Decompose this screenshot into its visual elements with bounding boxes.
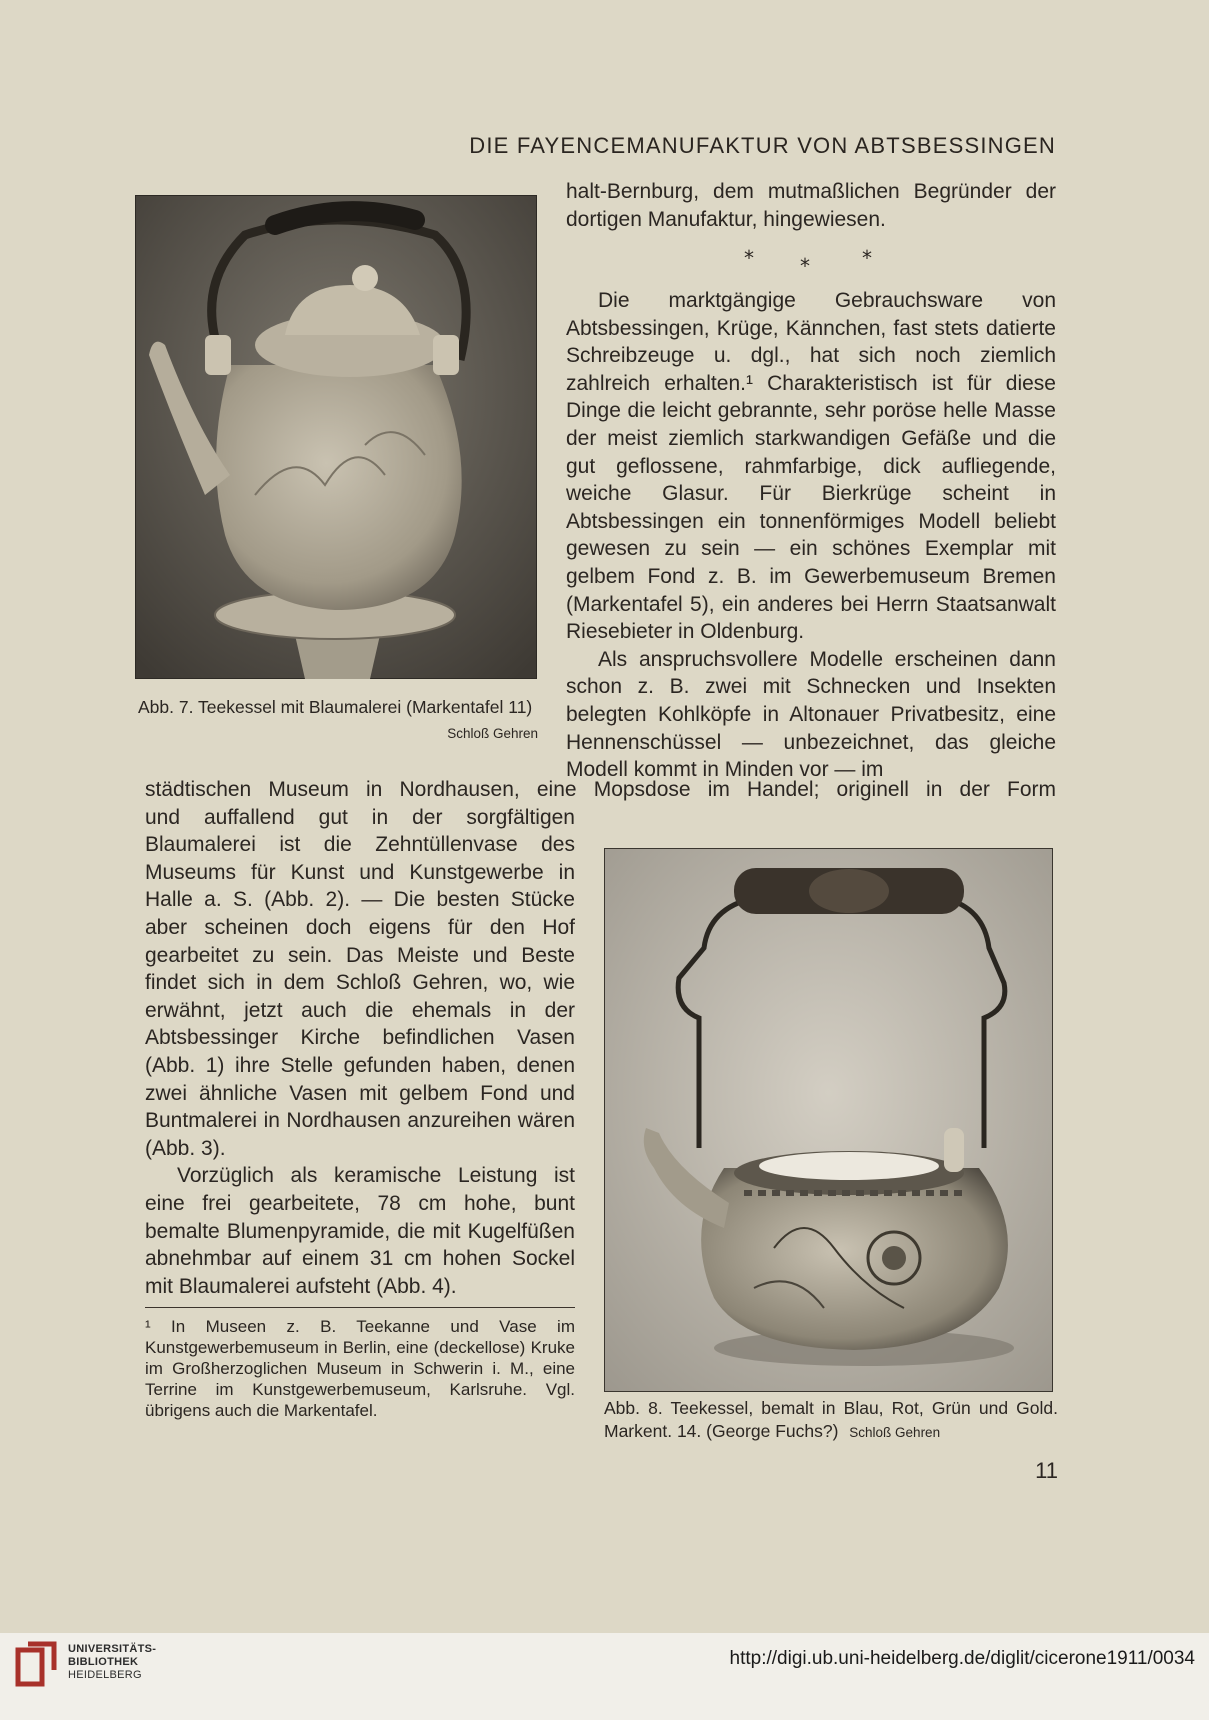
paragraph-gebrauchsware: Die marktgängige Gebrauchsware von Abtsbessingen, Krüge, Kännchen, fast stets datierte Schreibzeuge u. dgl., hat sich noch ziemlich zahlreich erhalten.¹ Charakteristisch ist für diese Dinge die leicht gebrannte, sehr poröse helle Masse der meist ziemlich starkwandigen Gefäße und die gut geflossene, rahmfarbige, dick aufliegende, weiche Glasur. Für Bierkrüge scheint in Abtsbessingen ein tonnenförmiges Modell beliebt gewesen zu sein — ein schönes Exemplar mit gelbem Fond z. B. im Gewerbemuseum Bremen (Markentafel 5), ein anderes bei Herrn Staatsanwalt Riesebieter in Oldenburg. (566, 289, 1056, 644)
library-name-line-3: HEIDELBERG (68, 1669, 142, 1681)
separator-star-1: * (744, 246, 754, 270)
figure-8-photo (604, 848, 1053, 1392)
figure-7-caption (138, 696, 538, 719)
figure-8-caption-text: Abb. 8. Teekessel, bemalt in Blau, Rot, Grün und Gold. Markent. 14. (George Fuchs?) (604, 1398, 1058, 1441)
right-column-main-text (566, 287, 1056, 784)
library-name-line-2: BIBLIOTHEK (68, 1656, 139, 1668)
footnote-rule (145, 1307, 575, 1308)
section-separator (740, 244, 880, 278)
separator-star-3: * (862, 246, 872, 270)
paragraph-continuation: halt-Bernburg, dem mutmaßlichen Begründer der dortigen Manufaktur, hingewiesen. (566, 180, 1056, 231)
paragraph-zehntuellenvase: und auffallend gut in der sorgfältigen Blaumalerei ist die Zehntüllenvase des Museums für Kunst und Kunstgewerbe in Halle a. S. (Abb. 2). — Die besten Stücke aber scheinen doch eigens für den Hof gearbeitet zu sein. Das Meiste und Beste findet sich in dem Schloß Gehren, wo, wie erwähnt, jetzt auch die ehemals in der Abtsbessinger Kirche befindlichen Vasen (Abb. 1) ihre Stelle gefunden haben, denen zwei ähnliche Vasen mit gelbem Fond und Buntmalerei in Nordhausen anzureihen wären (Abb. 3). (145, 805, 575, 1160)
figure-8-credit: Schloß Gehren (849, 1425, 941, 1440)
viewer-footer (0, 1633, 1209, 1720)
permalink-url[interactable]: http://digi.ub.uni-heidelberg.de/diglit/cicerone1911/0034 (729, 1648, 1195, 1669)
running-header: DIE FAYENCEMANUFAKTUR VON ABTSBESSINGEN (469, 133, 1056, 158)
library-name-line-1: UNIVERSITÄTS- (68, 1643, 157, 1655)
figure-7-caption-text: Abb. 7. Teekessel mit Blaumalerei (Markentafel 11) (138, 697, 533, 717)
figure-7-credit: Schloß Gehren (447, 726, 538, 741)
page-number: 11 (1035, 1458, 1058, 1483)
separator-star-2: * (800, 254, 810, 278)
teakettle-blue-image (135, 195, 537, 679)
footnote: ¹ In Museen z. B. Teekanne und Vase im Kunstgewerbemuseum in Berlin, eine (deckellose) Kruke im Großherzoglichen Museum in Schwerin i. M., eine Terrine im Kunstgewerbemuseum, Karlsruhe. Vgl. übrigens auch die Markentafel. (145, 1317, 575, 1420)
library-name[interactable] (68, 1643, 178, 1682)
right-column-top-text (566, 178, 1056, 233)
left-column-bottom-text (145, 804, 575, 1301)
university-library-logo-icon (14, 1640, 62, 1688)
paragraph-blumenpyramide: Vorzüglich als keramische Leistung ist eine frei gearbeitete, 78 cm hohe, bunt bemalte Blumenpyramide, die mit Kugelfüßen abnehmbar auf einem 31 cm hohen Sockel mit Blaumalerei aufsteht (Abb. 4). (145, 1164, 575, 1298)
paragraph-modelle: Als anspruchsvollere Modelle erscheinen dann schon z. B. zwei mit Schnecken und Insekten belegten Kohlköpfe in Altonauer Privatbesitz, eine Hennenschüssel — unbezeichnet, das gleiche Modell kommt in Minden vor — im (566, 647, 1056, 782)
teakettle-painted-image (604, 848, 1053, 1392)
figure-8-caption (604, 1397, 1058, 1444)
figure-7-photo (135, 195, 537, 679)
spanning-line: städtischen Museum in Nordhausen, eine Mopsdose im Handel; originell in der Form (145, 778, 1056, 801)
